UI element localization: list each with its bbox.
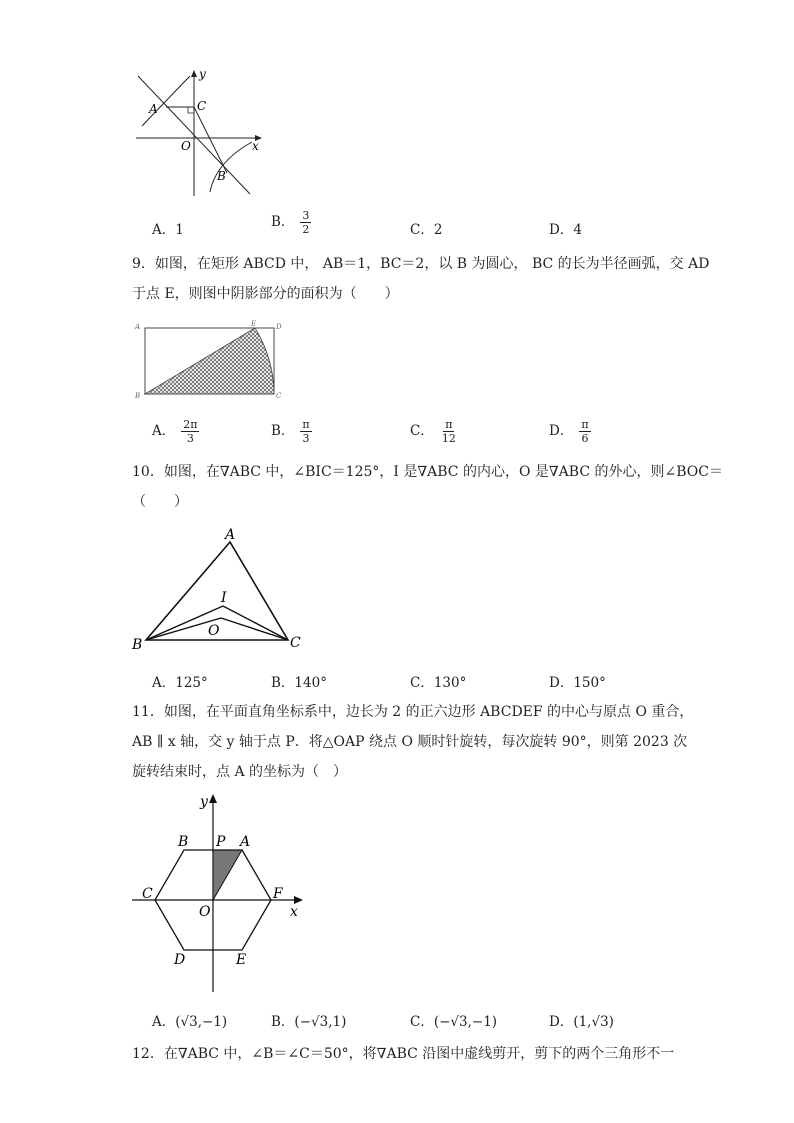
q8-label-y: y — [199, 67, 206, 81]
q11-label-x: x — [290, 904, 298, 920]
q11-label-O: O — [199, 904, 211, 920]
q10-label-B: B — [132, 637, 143, 653]
q10-option-b[interactable]: B．140° — [271, 675, 327, 691]
q9-figure — [133, 318, 283, 402]
q11-label-P: P — [216, 834, 226, 850]
q8-figure — [130, 66, 270, 201]
q10-option-d[interactable]: D．150° — [549, 675, 606, 691]
q10-label-A: A — [225, 527, 236, 543]
q10-label-C: C — [290, 635, 301, 651]
q9-stem-line1: 9．如图，在矩形 ABCD 中， AB＝1，BC＝2，以 B 为圆心， BC 的长为半径画弧，交 AD — [132, 256, 710, 272]
q10-label-O: O — [208, 623, 220, 639]
q11-label-B: B — [178, 834, 189, 850]
q11-label-F: F — [273, 886, 283, 902]
q12-stem-line1: 12．在∇ABC 中，∠B＝∠C＝50°，将∇ABC 沿图中虚线剪开，剪下的两个三角形不一 — [132, 1046, 675, 1062]
q8-option-d[interactable]: D．4 — [549, 222, 582, 238]
q11-stem-line1: 11．如图，在平面直角坐标系中，边长为 2 的正六边形 ABCDEF 的中心与原点 O 重合， — [132, 704, 694, 720]
q11-option-b[interactable]: B．(−√3,1) — [271, 1014, 347, 1030]
q8-option-b[interactable]: B． $\frac{3}{2}$ — [271, 209, 310, 236]
q11-figure — [128, 790, 308, 995]
q8-label-x: x — [252, 139, 259, 153]
q9-stem-line2: 于点 E，则图中阴影部分的面积为（ ） — [132, 286, 399, 302]
q10-figure — [128, 522, 318, 656]
q11-label-E: E — [236, 952, 247, 968]
q9-label-E: E — [251, 320, 257, 328]
q11-label-D: D — [174, 952, 186, 968]
q8-label-B: B — [217, 169, 226, 183]
q10-stem-line1: 10．如图，在∇ABC 中，∠BIC＝125°，I 是∇ABC 的内心，O 是∇ABC 的外心，则∠BOC＝ — [132, 464, 723, 480]
q10-stem-line2: （ ） — [132, 494, 188, 510]
q11-label-A: A — [240, 834, 251, 850]
q9-label-C: C — [276, 392, 282, 400]
q9-label-B: B — [135, 392, 141, 400]
q11-label-C: C — [142, 886, 153, 902]
q10-option-a[interactable]: A．125° — [152, 675, 208, 691]
q8-option-a[interactable]: A．1 — [152, 222, 184, 238]
q9-option-d[interactable]: D． $\frac{\pi}{6}$ — [549, 418, 589, 445]
q9-option-c[interactable]: C． $\frac{\pi}{12}$ — [410, 418, 456, 445]
q9-option-b[interactable]: B． $\frac{\pi}{3}$ — [271, 418, 310, 445]
q11-option-a[interactable]: A．(√3,−1) — [152, 1014, 228, 1030]
q10-option-c[interactable]: C．130° — [410, 675, 467, 691]
q11-option-c[interactable]: C．(−√3,−1) — [410, 1014, 498, 1030]
q9-label-A: A — [135, 323, 141, 331]
q11-label-y: y — [200, 794, 208, 810]
q9-label-D: D — [276, 323, 282, 331]
q10-label-I: I — [221, 590, 227, 606]
q11-stem-line3: 旋转结束时，点 A 的坐标为（ ） — [132, 764, 348, 780]
q9-option-a[interactable]: A． $\frac{2\pi}{3}$ — [152, 418, 198, 445]
q8-label-O: O — [181, 139, 191, 153]
q11-stem-line2: AB ∥ x 轴，交 y 轴于点 P．将△OAP 绕点 O 顺时针旋转，每次旋转 90°，则第 2023 次 — [132, 734, 688, 750]
q8-option-c[interactable]: C．2 — [410, 222, 443, 238]
q8-label-C: C — [197, 99, 207, 113]
q11-option-d[interactable]: D．(1,√3) — [549, 1014, 614, 1030]
q8-label-A: A — [149, 102, 158, 116]
